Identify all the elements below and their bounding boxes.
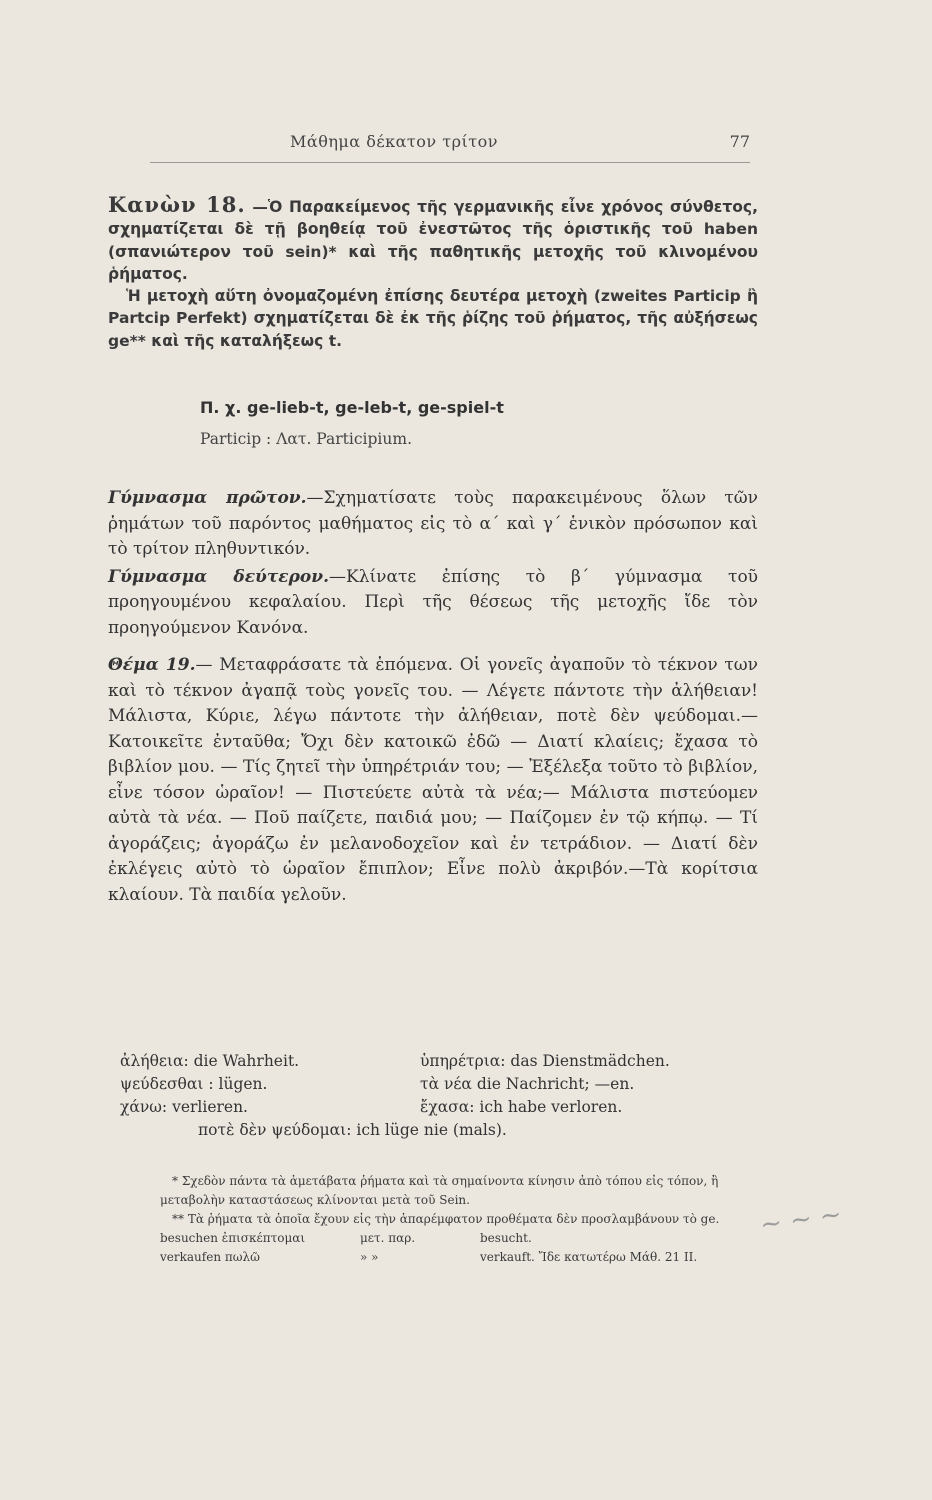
- footnotes: [160, 1172, 760, 1267]
- theme-heading: Θέμα 19.: [108, 655, 196, 675]
- footnote-example-row: [160, 1248, 760, 1267]
- page-title: Μάθημα δέκατον τρίτον: [290, 132, 498, 151]
- footnote-example-label: » »: [360, 1250, 379, 1264]
- rule-text-1: —Ὁ Παρακείμενος τῆς γερμανικῆς εἶνε χρόνος σύνθετος, σχηματίζεται δὲ τῇ βοηθείᾳ τοῦ ἐνεστῶτος τῆς ὁριστικῆς τοῦ haben (σπανιώτερον τοῦ sein)* καὶ τῆς παθητικῆς μετοχῆς τοῦ κλινομένου ῥήματος.: [108, 198, 758, 283]
- exercise-1-heading: Γύμνασμα πρῶτον.: [108, 488, 307, 508]
- exercises: [108, 486, 758, 910]
- theme-19: [108, 653, 758, 908]
- exercise-1: [108, 486, 758, 563]
- vocab-row: [108, 1096, 758, 1119]
- exercise-2: [108, 565, 758, 642]
- vocabulary-list: [108, 1050, 758, 1142]
- vocab-left: χάνω: verlieren.: [120, 1098, 248, 1116]
- header-divider: [150, 162, 750, 163]
- exercise-2-text: —Κλίνατε ἐπίσης τὸ β´ γύμνασμα τοῦ προηγουμένου κεφαλαίου. Περὶ τῆς θέσεως τῆς μετοχῆς ἴδε τὸν προηγούμενον Κανόνα.: [108, 566, 759, 638]
- rule-examples: Π. χ. ge-lieb-t, ge-leb-t, ge-spiel-t: [200, 398, 504, 417]
- footnote-example-form: besucht.: [480, 1231, 532, 1245]
- rule-paragraph-1: [108, 194, 758, 285]
- rule-heading: Κανὼν 18.: [108, 192, 246, 217]
- rule-paragraph-2: Ἡ μετοχὴ αὕτη ὀνομαζομένη ἐπίσης δευτέρα μετοχὴ (zweites Particip ἢ Partcip Perfekt) σχηματίζεται δὲ ἐκ τῆς ῥίζης τοῦ ῥήματος, τῆς αὐξήσεως ge** καὶ τῆς καταλήξεως t.: [108, 287, 758, 350]
- handwritten-margin-note: ~ ~ ~: [758, 1199, 844, 1241]
- theme-text: — Μεταφράσατε τὰ ἑπόμενα. Οἱ γονεῖς ἀγαποῦν τὸ τέκνον των καὶ τὸ τέκνον ἀγαπᾷ τοὺς γονεῖς του. — Λέγετε πάντοτε τὴν ἀλήθειαν! Μάλιστα, Κύριε, λέγω πάντοτε τὴν ἀλήθειαν, ποτὲ δὲν ψεύδομαι.— Κατοικεῖτε ἐνταῦθα; Ὄχι δὲν κατοικῶ ἐδῶ — Διατί κλαίεις; ἔχασα τὸ βιβλίον μου. — Τίς ζητεῖ τὴν ὑπηρέτριάν του; — Ἐξέλεξα τοῦτο τὸ βιβλίον, εἶνε τόσον ὡραῖον! — Πιστεύετε αὐτὰ τὰ νέα;— Μάλιστα πιστεύομεν αὐτὰ τὰ νέα. — Ποῦ παίζετε, παιδιά μου; — Παίζομεν ἐν τῷ κήπῳ. — Τί ἀγοράζεις; ἀγοράζω ἐν μελανοδοχεῖον καὶ ἐν τετράδιον. — Διατί δὲν ἐκλέγεις αὐτὸ τὸ ὡραῖον ἔπιπλον; Εἶνε πολὺ ἀκριβόν.—Τὰ κορίτσια κλαίουν. Τὰ παιδία γελοῦν.: [108, 655, 758, 905]
- page-number: 77: [729, 132, 750, 151]
- grammar-rule: [108, 194, 758, 352]
- vocab-row: [108, 1073, 758, 1096]
- vocab-right: ἔχασα: ich habe verloren.: [420, 1098, 623, 1116]
- exercise-1-text: —Σχηματίσατε τοὺς παρακειμένους ὅλων τῶν ῥημάτων τοῦ παρόντος μαθήματος εἰς τὸ α´ καὶ γ´ ἑνικὸν πρόσωπον καὶ τὸ τρίτον πληθυντικόν.: [108, 488, 759, 559]
- footnote-example-form: verkauft. Ἴδε κατωτέρω Μάθ. 21 II.: [480, 1250, 698, 1264]
- vocab-left: ψεύδεσθαι : lügen.: [120, 1075, 268, 1093]
- vocab-left: ἀλήθεια: die Wahrheit.: [120, 1052, 300, 1070]
- vocab-right: ὑπηρέτρια: das Dienstmädchen.: [420, 1052, 670, 1070]
- spacer: [108, 643, 758, 653]
- footnote-example-row: [160, 1229, 760, 1248]
- participle-note: Particip : Λατ. Participium.: [200, 430, 412, 448]
- vocab-row-last: ποτὲ δὲν ψεύδομαι: ich lüge nie (mals).: [198, 1121, 507, 1139]
- vocab-right: τὰ νέα die Nachricht; —en.: [420, 1075, 635, 1093]
- exercise-2-heading: Γύμνασμα δεύτερον.: [108, 566, 329, 587]
- footnote-example-verb: verkaufen πωλῶ: [160, 1250, 260, 1264]
- vocab-row: [108, 1050, 758, 1073]
- footnote-1: * Σχεδὸν πάντα τὰ ἀμετάβατα ῥήματα καὶ τὰ σημαίνοντα κίνησιν ἀπὸ τόπου εἰς τόπον, ἢ μεταβολὴν καταστάσεως κλίνονται μετὰ τοῦ Sein.: [160, 1174, 719, 1207]
- footnote-example-verb: besuchen ἐπισκέπτομαι: [160, 1231, 306, 1245]
- footnote-example-label: μετ. παρ.: [360, 1231, 416, 1245]
- footnote-2: ** Τὰ ῥήματα τὰ ὁποῖα ἔχουν εἰς τὴν ἀπαρέμφατον προθέματα δὲν προσλαμβάνουν τὸ ge.: [172, 1212, 720, 1226]
